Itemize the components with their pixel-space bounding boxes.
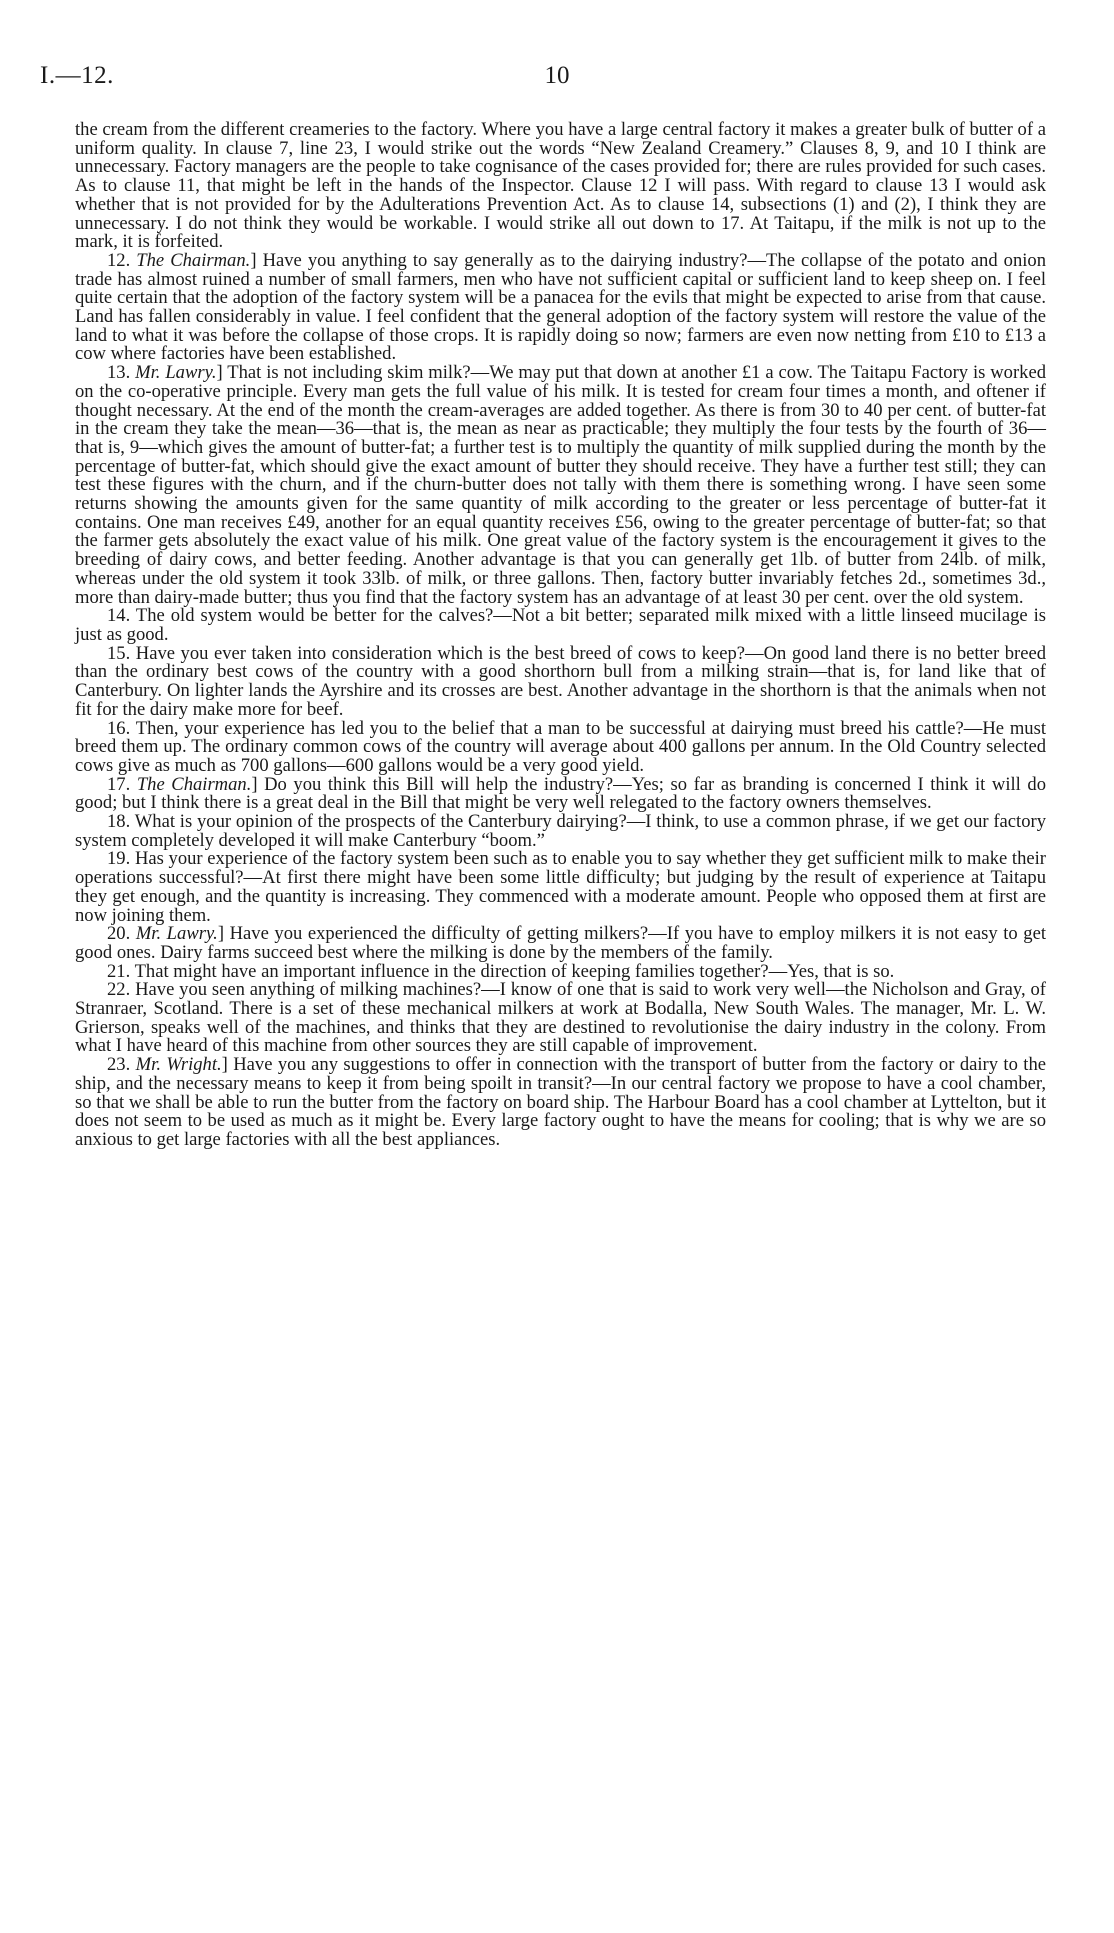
speaker-name: Mr. Lawry. [135,923,218,945]
question-text: Have you anything to say generally as to the dairying industry?—The collapse of the potato and onion trade has almost ruined a number of small farmers, men who have not sufficient capital or sufficient land to keep sheep on. I feel quite certain that the adoption of the factory system will be a panacea for the evils that might be expected to arise from that cause. Land has fallen considerably in value. I feel confident that the general adoption of the factory system will restore the value of the land to what it was before the collapse of those crops. It is rapidly doing so now; farmers are even now netting from £10 to £13 a cow where factories have been established. [75,249,1047,365]
question-number: 13. [107,362,131,384]
question-text: Have you ever taken into consideration which is the best breed of cows to keep?—On good land there is no better breed than the ordinary best cows of the country with a good shorthorn bull from a milking strain—that is, for land like that of Canterbury. On lighter lands the Ayrshire and its crosses are best. Another advantage in the shorthorn is that the animals when not fit for the dairy make more for beef. [75,642,1046,720]
question-number: 21. [107,960,131,982]
question-paragraph: 23. Mr. Wright.] Have you any suggestions to offer in connection with the transport of butter from the factory or dairy to the ship, and the necessary means to keep it from being spoilt in transit?—In our central factory we propose to have a cool chamber, so that we shall be able to run the butter from the factory on board ship. The Harbour Board has a cool chamber at Lyttelton, but it does not seem to be used as much as it might be. Every large factory ought to have the means for cooling; that is why we are so anxious to get large factories with all the best appliances. [75,1054,1047,1150]
question-paragraph [75,642,1046,720]
question-number: 19. [107,848,131,870]
page-number: 10 [544,62,570,89]
question-number: 14. [107,605,131,627]
question-text: Do you think this Bill will help the industry?—Yes; so far as branding is concerned I think it will do good; but I think there is a great deal in the Bill that might be very well relegated to the factory owners themselves. [75,773,1047,814]
question-number: 16. [107,717,131,739]
question-paragraph: 17. The Chairman.] Do you think this Bill will help the industry?—Yes; so far as branding is concerned I think it will do good; but I think there is a great deal in the Bill that might be very well relegated to the factory owners themselves. [75,773,1047,814]
question-paragraph: 12. The Chairman.] Have you anything to say generally as to the dairying industry?—The collapse of the potato and onion trade has almost ruined a number of small farmers, men who have not sufficient capital or sufficient land to keep sheep on. I feel quite certain that the adoption of the factory system will be a panacea for the evils that might be expected to arise from that cause. Land has fallen considerably in value. I feel confident that the general adoption of the factory system will restore the value of the land to what it was before the collapse of those crops. It is rapidly doing so now; farmers are even now netting from £10 to £13 a cow where factories have been established. [75,249,1047,365]
opening-paragraph: the cream from the different creameries to the factory. Where you have a large central factory it makes a greater bulk of butter of a uniform quality. In clause 7, line 23, I would strike out the words “New Zealand Creamery.” Clauses 8, 9, and 10 I think are unnecessary. Factory managers are the people to take cognisance of the cases provided for; there are rules provided for such cases. As to clause 11, that might be left in the hands of the Inspector. Clause 12 I will pass. With regard to clause 13 I would ask whether that is not provided for by the Adulterations Prevention Act. As to clause 14, subsections (1) and (2), I think they are unnecessary. I do not think they would be workable. I would strike all out down to 17. At Taitapu, if the milk is not up to the mark, it is forfeited. [75,119,1046,253]
question-paragraph [75,813,1046,850]
question-paragraph [75,850,1046,925]
document-reference: I.—12. [40,62,114,89]
question-text: Has your experience of the factory system been such as to enable you to say whether they get sufficient milk to make their operations successful?—At first there might have been some little difficulty; but judging by the result of experience at Taitapu they get enough, and the quantity is increasing. They commenced with a moderate amount. People who opposed them at first are now joining them. [75,848,1046,926]
speaker-name: Mr. Lawry. [135,362,217,384]
speaker-name: The Chairman. [136,773,252,795]
question-text: Have you experienced the difficulty of getting milkers?—If you have to employ milkers it is not easy to get good ones. Dairy farms succeed best where the milking is done by the members of the family. [75,923,1047,963]
speaker-name: The Chairman. [136,249,251,271]
question-text: What is your opinion of the prospects of the Canterbury dairying?—I think, to use a common phrase, if we get our factory system completely developed it will make Canterbury “boom.” [75,811,1047,851]
page-header [40,62,1074,98]
question-text: That might have an important influence in the direction of keeping families together?—Yes, that is so. [134,960,895,982]
question-number: 23. [107,1054,131,1076]
question-number: 20. [107,923,131,945]
speaker-name: Mr. Wright. [135,1054,222,1076]
question-text: Have you seen anything of milking machines?—I know of one that is said to work very well—the Nicholson and Gray, of Stranraer, Scotland. There is a set of these mechanical milkers at work at Bodalla, New South Wales. The manager, Mr. L. W. Grierson, speaks well of the machines, and thinks that they are destined to revolutionise the dairy industry in the colony. From what I have heard of this machine from other sources they are still capable of improvement. [75,979,1046,1057]
question-number: 15. [107,642,131,664]
question-text: Have you any suggestions to offer in connection with the transport of butter from the factory or dairy to the ship, and the necessary means to keep it from being spoilt in transit?—In our central factory we propose to have a cool chamber, so that we shall be able to run the butter from the factory on board ship. The Harbour Board has a cool chamber at Lyttelton, but it does not seem to be used as much as it might be. Every large factory ought to have the means for cooling; that is why we are so anxious to get large factories with all the best appliances. [75,1054,1047,1150]
question-number: 17. [107,773,131,795]
question-text: The old system would be better for the calves?—Not a bit better; separated milk mixed with a little linseed mucilage is just as good. [75,605,1047,645]
evidence-text [75,121,1046,1150]
question-text: That is not including skim milk?—We may put that down at another £1 a cow. The Taitapu Factory is worked on the co-operative principle. Every man gets the full value of his milk. It is tested for cream four times a month, and oftener if thought necessary. At the end of the month the cream-averages are added together. As there is from 30 to 40 per cent. of butter-fat in the cream they take the mean—36—that is, the mean as near as practicable; they multiply the four tests by the fourth of 36—that is, 9—which gives the amount of butter-fat; a further test is to multiply the quantity of milk supplied during the month by the percentage of butter-fat, which should give the exact amount of butter they should receive. They have a further test still; they can test these figures with the churn, and if the churn-butter does not tally with them there is something wrong. I have seen some returns showing the amounts given for the same quantity of milk according to the greater or less percentage of butter-fat it contains. One man receives £49, another for an equal quantity receives £56, owing to the greater percentage of butter-fat; so that the farmer gets absolutely the exact value of his milk. One great value of the factory system is the encouragement it gives to the breeding of dairy cows, and better feeding. Another advantage is that you can generally get 1lb. of butter from 24lb. of milk, whereas under the old system it took 33lb. of milk, or three gallons. Then, factory butter invariably fetches 2d., sometimes 3d., more than dairy-made butter; thus you find that the factory system has an advantage of at least 30 per cent. over the old system. [75,362,1046,608]
question-paragraph: 20. Mr. Lawry.] Have you experienced the difficulty of getting milkers?—If you have to employ milkers it is not easy to get good ones. Dairy farms succeed best where the milking is done by the members of the family. [75,923,1047,963]
question-paragraph [75,607,1046,644]
question-paragraph [75,981,1046,1056]
question-number: 18. [107,811,131,833]
question-paragraph: 13. Mr. Lawry.] That is not including skim milk?—We may put that down at another £1 a cow. The Taitapu Factory is worked on the co-operative principle. Every man gets the full value of his milk. It is tested for cream four times a month, and oftener if thought necessary. At the end of the month the cream-averages are added together. As there is from 30 to 40 per cent. of butter-fat in the cream they take the mean—36—that is, the mean as near as practicable; they multiply the four tests by the fourth of 36—that is, 9—which gives the amount of butter-fat; a further test is to multiply the quantity of milk supplied during the month by the percentage of butter-fat, which should give the exact amount of butter they should receive. They have a further test still; they can test these figures with the churn, and if the churn-butter does not tally with them there is something wrong. I have seen some returns showing the amounts given for the same quantity of milk according to the greater or less percentage of butter-fat it contains. One man receives £49, another for an equal quantity receives £56, owing to the greater percentage of butter-fat; so that the farmer gets absolutely the exact value of his milk. One great value of the factory system is the encouragement it gives to the breeding of dairy cows, and better feeding. Another advantage is that you can generally get 1lb. of butter from 24lb. of milk, whereas under the old system it took 33lb. of milk, or three gallons. Then, factory butter invariably fetches 2d., sometimes 3d., more than dairy-made butter; thus you find that the factory system has an advantage of at least 30 per cent. over the old system. [75,362,1046,608]
question-paragraph [75,717,1046,776]
question-number: 12. [107,249,131,271]
question-number: 22. [107,979,131,1001]
question-text: Then, your experience has led you to the belief that a man to be successful at dairying must breed his cattle?—He must breed them up. The ordinary common cows of the country will average about 400 gallons per annum. In the Old Country selected cows give as much as 700 gallons—600 gallons would be a very good yield. [75,717,1046,776]
